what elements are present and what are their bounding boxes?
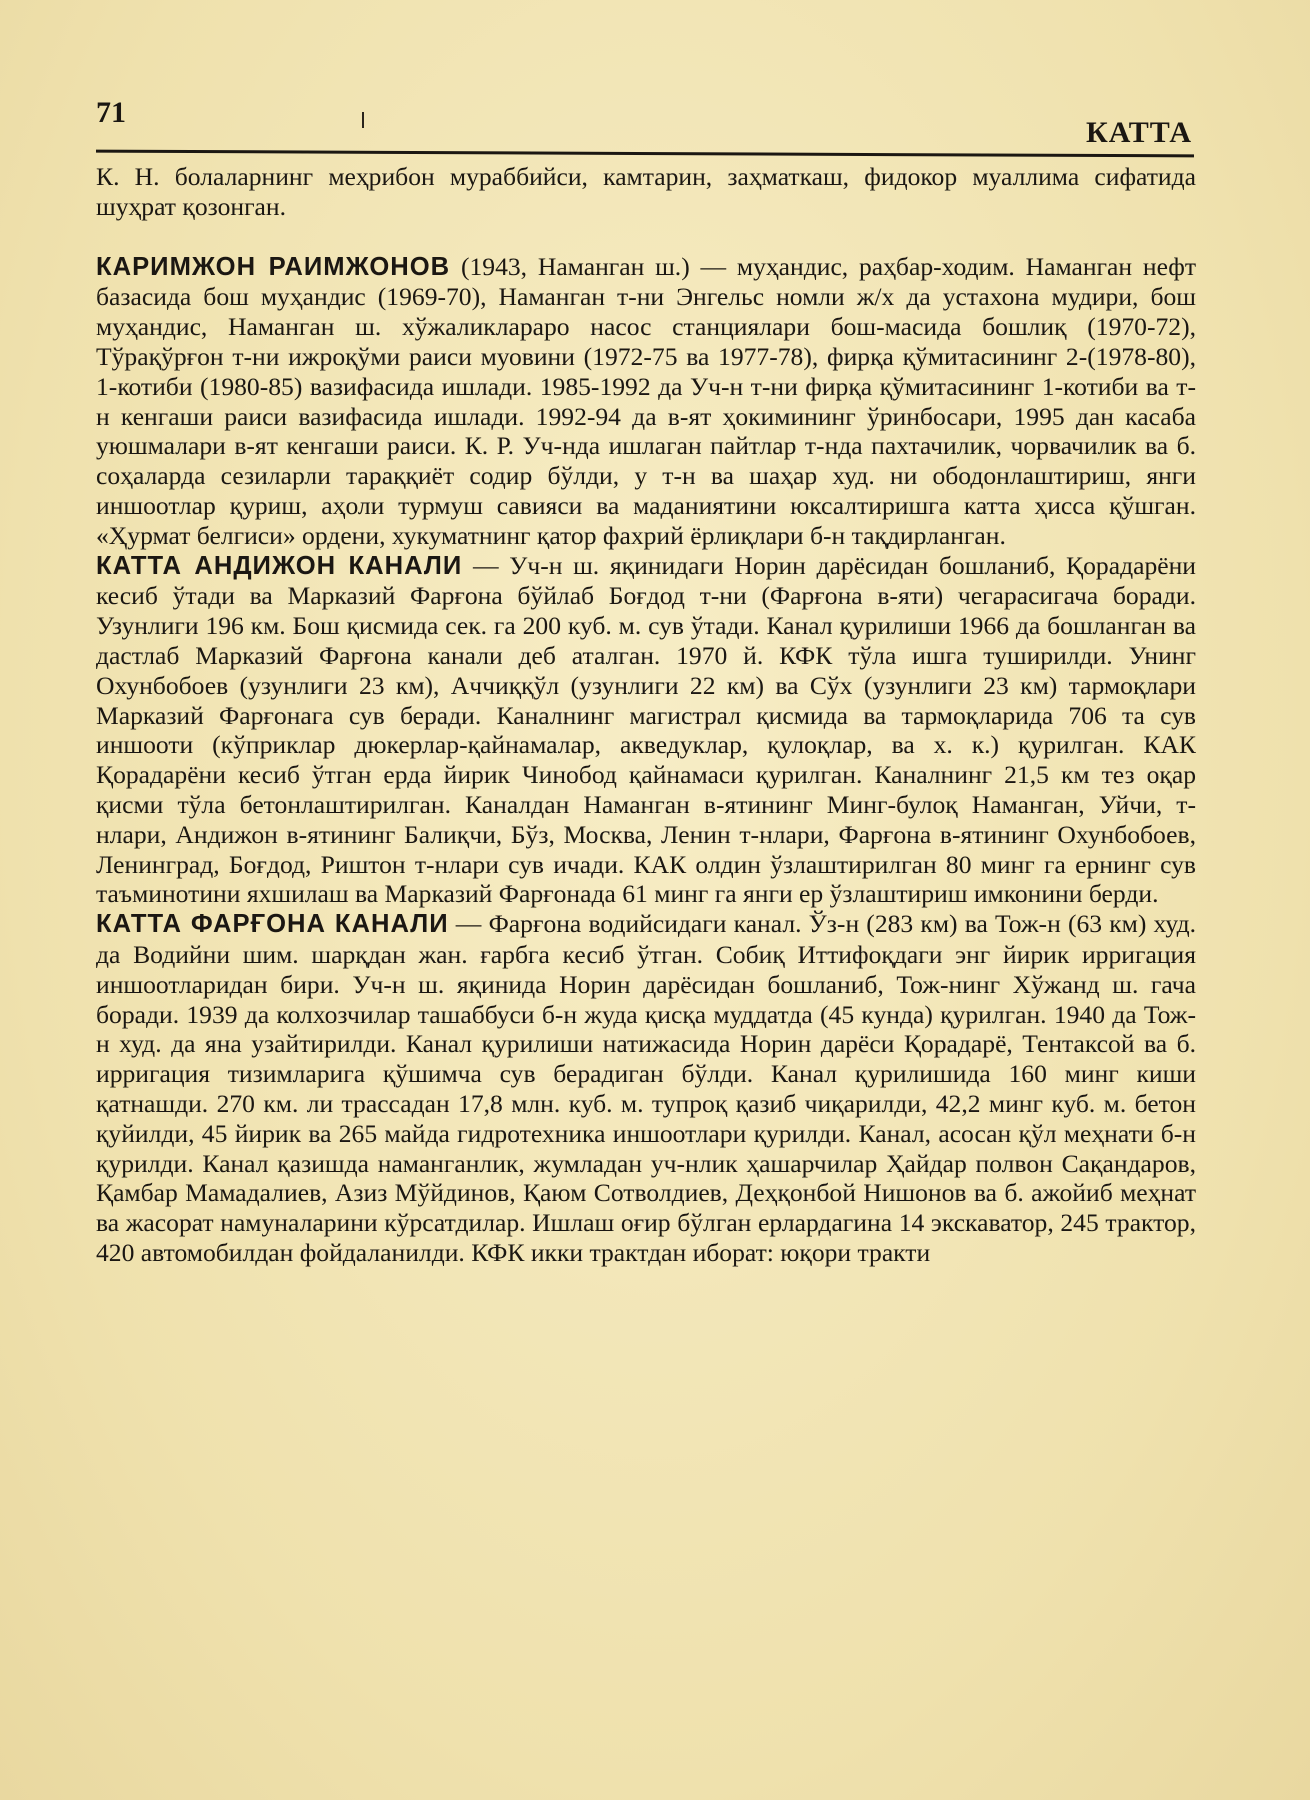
entry-katta-andijon-kanali	[96, 551, 1196, 910]
article-text	[96, 162, 1196, 1268]
entry-headword: КАРИМЖОН РАИМЖОНОВ	[96, 252, 451, 281]
running-head: КАТТА	[1086, 116, 1192, 149]
entry-headword: КАТТА АНДИЖОН КАНАЛИ	[96, 551, 463, 580]
entry-body: — Уч-н ш. яқинидаги Норин дарёсидан бошланиб, Қорадарёни кесиб ўтади ва Марказий Фарғона бўйлаб Боғдод т-ни (Фарғона в-яти) чегарасигача боради. Узунлиги 196 км. Бош қисмида сек. га 200 куб. м. сув ўтади. Канал қурилиши 1966 да бошланган ва дастлаб Марказий Фарғона канали деб аталган. 1970 й. КФК тўла ишга туширилди. Унинг Охунбобоев (узунлиги 23 км), Аччиққўл (узунлиги 22 км) ва Сўх (узунлиги 23 км) тармоқлари Марказий Фарғонага сув беради. Каналнинг магистрал қисмида ва тармоқларида 706 та сув иншооти (кўприклар дюкерлар-қайнамалар, акведуклар, қулоқлар, ва х. к.) қурилган. КАК Қорадарёни кесиб ўтган ерда йирик Чинобод қайнамаси қурилган. Каналнинг 21,5 км тез оқар қисми тўла бетонлаштирилган. Каналдан Наманган в-ятининг Минг-булоқ Наманган, Уйчи, т-нлари, Андижон в-ятининг Балиқчи, Бўз, Москва, Ленин т-нлари, Фарғона в-ятининг Охунбобоев, Ленинград, Боғдод, Риштон т-нлари сув ичади. КАК олдин ўзлаштирилган 80 минг га ернинг сув таъминотини яхшилаш ва Марказий Фарғонада 61 минг га янги ер ўзлаштириш имконини берди.	[96, 550, 1196, 909]
paragraph-body: К. Н. болаларнинг меҳрибон мураббийси, камтарин, заҳматкаш, фидокор муаллима сифатида шуҳрат қозонган.	[96, 162, 1196, 221]
entry-body: — Фарғона водийсидаги канал. Ўз-н (283 км) ва Тож-н (63 км) худ. да Водийни шим. шарқдан жан. ғарбга кесиб ўтган. Собиқ Иттифоқдаги энг йирик ирригация иншоотларидан бири. Уч-н ш. яқинида Норин дарёсидан бошланиб, Тож-нинг Хўжанд ш. гача боради. 1939 да колхозчилар ташаббуси б-н жуда қисқа муддатда (45 кунда) қурилган. 1940 да Тож-н худ. да яна узайтирилди. Канал қурилиши натижасида Норин дарёси Қорадарё, Тентаксой ва б. ирригация тизимларига қўшимча сув берадиган бўлди. Канал қурилишида 160 минг киши қатнашди. 270 км. ли трассадан 17,8 млн. куб. м. тупроқ қазиб чиқарилди, 42,2 минг куб. м. бетон қуйилди, 45 йирик ва 265 майда гидротехника иншоотлари қурилди. Канал, асосан қўл меҳнати б-н қурилди. Канал қазишда наманганлик, жумладан уч-нлик ҳашарчилар Ҳайдар полвон Сақандаров, Қамбар Мамадалиев, Азиз Мўйдинов, Қаюм Сотволдиев, Деҳқонбой Нишонов ва б. ажойиб меҳнат ва жасорат намуналарини кўрсатдилар. Ишлаш оғир бўлган ерлардагина 14 экскаватор, 245 трактор, 420 автомобилдан фойдаланилди. КФК икки трактдан иборат: юқори тракти	[96, 909, 1196, 1267]
page-number: 71	[96, 96, 126, 129]
entry-headword: КАТТА ФАРҒОНА КАНАЛИ	[96, 910, 449, 939]
header-rule	[96, 150, 1194, 158]
entry-body: (1943, Наманган ш.) — муҳандис, раҳбар-ходим. Наманган нефт базасида бош муҳандис (1969-70), Наманган т-ни Энгельс номли ж/х да устахона мудири, бош муҳандис, Наманган ш. хўжаликлараро насос станциялари бош-масида бошлиқ (1970-72), Тўрақўрғон т-ни ижроқўми раиси муовини (1972-75 ва 1977-78), фирқа қўмитасининг 2-(1978-80), 1-котиби (1980-85) вазифасида ишлади. 1985-1992 да Уч-н т-ни фирқа қўмитасининг 1-котиби ва т-н кенгаши раиси вазифасида ишлади. 1992-94 да в-ят ҳокимининг ўринбосари, 1995 дан касаба уюшмалари в-ят кенгаши раиси. К. Р. Уч-нда ишлаган пайтлар т-нда пахтачилик, чорвачилик ва б. соҳаларда сезиларли тараққиёт содир бўлди, у т-н ва шаҳар худ. ни ободонлаштириш, янги иншоотлар қуриш, аҳоли турмуш савияси ва маданиятини юксалтиришга катта ҳисса қўшган. «Ҳурмат белгиси» ордени, хукуматнинг қатор фахрий ёрлиқлари б-н тақдирланган.	[96, 251, 1197, 550]
paragraph-continuation	[96, 162, 1196, 222]
entry-karimjon-raimjonov	[96, 252, 1196, 551]
entry-katta-fargona-kanali	[96, 909, 1196, 1268]
print-mark	[362, 112, 364, 128]
